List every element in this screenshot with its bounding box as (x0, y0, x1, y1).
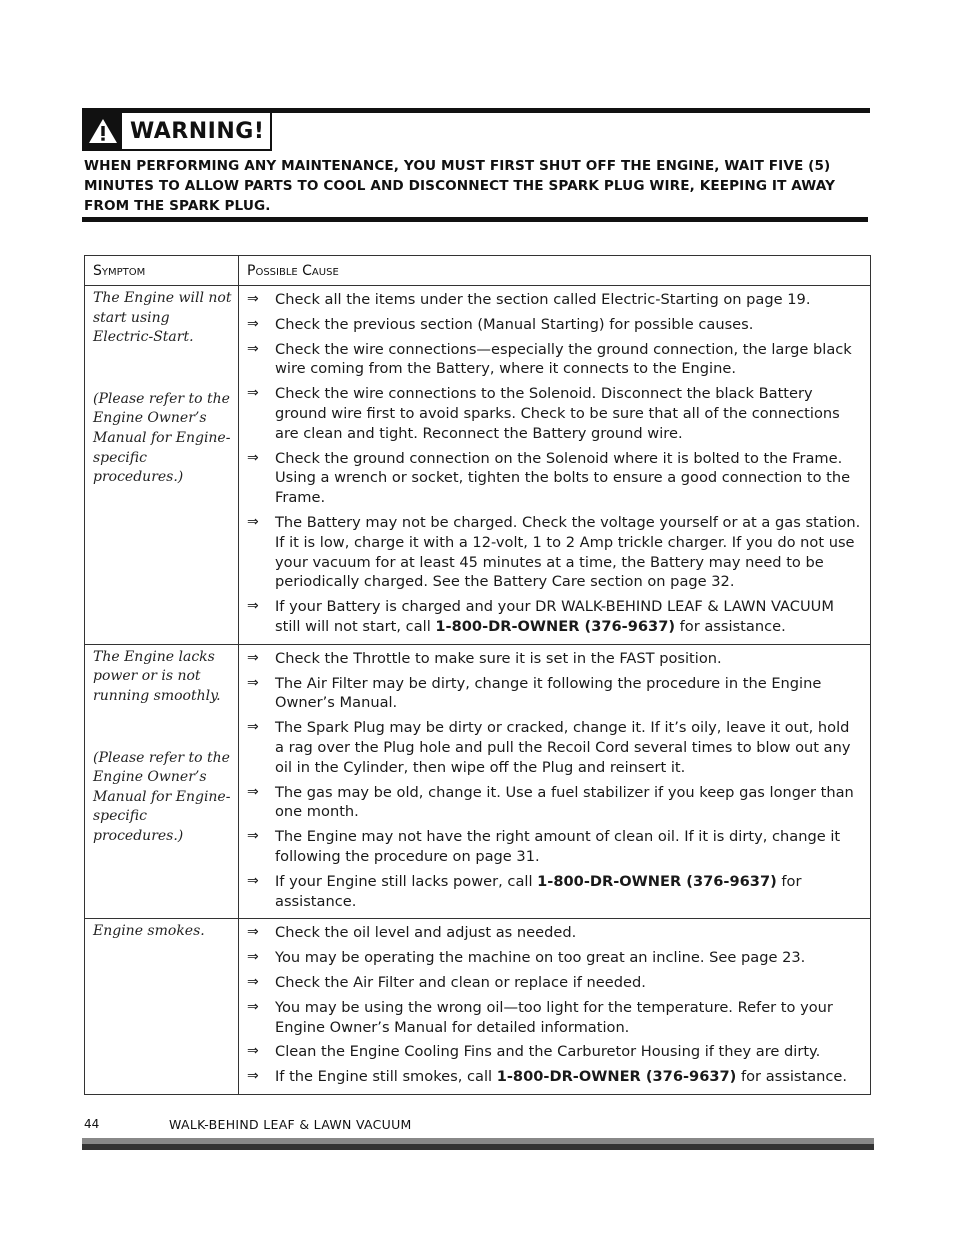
cause-text: Clean the Engine Cooling Fins and the Carburetor Housing if they are dirty. (275, 1043, 821, 1061)
cause-item (247, 998, 862, 1038)
symptom-text: Engine smokes. (93, 923, 205, 940)
cause-item (247, 872, 862, 912)
arrow-icon: ⇒ (247, 385, 259, 402)
symptom-header: Symptom (85, 256, 239, 286)
arrow-icon: ⇒ (247, 513, 259, 530)
warning-text: WHEN PERFORMING ANY MAINTENANCE, YOU MUST FIRST SHUT OFF THE ENGINE, WAIT FIVE (5) MINUTES TO ALLOW PARTS TO COOL AND DISCONNECT THE SPARK PLUG WIRE, KEEPING IT AWAY FROM THE SPARK PLUG. (84, 158, 836, 214)
cause-item (247, 948, 862, 968)
cause-text: Check the wire connections to the Solenoid. Disconnect the black Battery ground wire first to avoid sparks. Check to be sure that all of the connections are clean and tight. Reconnect the Battery ground wire. (275, 385, 840, 442)
table-row (85, 286, 871, 645)
cause-cell (239, 286, 871, 645)
symptom-note: (Please refer to the Engine Owner’s Manual for Engine-specific procedures.) (93, 390, 231, 486)
possible-cause-header: Possible Cause (239, 256, 871, 286)
warning-bottom-rule (82, 217, 868, 222)
symptom-note: (Please refer to the Engine Owner’s Manual for Engine-specific procedures.) (93, 749, 231, 844)
cause-text: Check the Throttle to make sure it is set in the FAST position. (275, 649, 722, 667)
cause-text-lead: If your Battery is charged and your DR WALK-BEHIND LEAF & LAWN VACUUM still will not start, call (275, 598, 834, 635)
arrow-icon: ⇒ (247, 924, 259, 941)
warning-triangle-icon (84, 113, 122, 149)
arrow-icon: ⇒ (247, 828, 259, 845)
arrow-icon: ⇒ (247, 949, 259, 966)
cause-item (247, 783, 862, 823)
arrow-icon: ⇒ (247, 1043, 259, 1060)
cause-item (247, 597, 862, 637)
arrow-icon: ⇒ (247, 783, 259, 800)
phone-number: 1-800-DR-OWNER (376-9637) (496, 1068, 737, 1086)
arrow-icon: ⇒ (247, 719, 259, 736)
table-header-row (85, 256, 871, 286)
arrow-icon: ⇒ (247, 315, 259, 332)
cause-text-tail: for assistance. (675, 617, 786, 635)
cause-text: Check the oil level and adjust as needed. (275, 924, 577, 942)
arrow-icon: ⇒ (247, 973, 259, 990)
cause-text-lead: If the Engine still smokes, call (275, 1068, 497, 1086)
cause-item (247, 449, 862, 508)
cause-cell (239, 644, 871, 919)
warning-title: WARNING! (130, 118, 265, 144)
cause-text-lead: If your Engine still lacks power, call (275, 872, 538, 890)
symptom-cell (85, 286, 239, 645)
cause-text: Check the Air Filter and clean or replace if needed. (275, 973, 646, 991)
table-body (85, 286, 871, 1095)
cause-text: The Spark Plug may be dirty or cracked, change it. If it’s oily, leave it out, hold a rag over the Plug hole and pull the Recoil Cord several times to blow out any oil in the Cylinder, then wipe off the Plug and reinsert it. (275, 719, 851, 776)
phone-number: 1-800-DR-OWNER (376-9637) (537, 872, 777, 890)
symptom-cell (85, 644, 239, 919)
arrow-icon: ⇒ (247, 291, 259, 307)
arrow-icon: ⇒ (247, 998, 259, 1015)
cause-text: The Engine may not have the right amount of clean oil. If it is dirty, change it following the procedure on page 31. (275, 828, 841, 865)
cause-text: The Battery may not be charged. Check the voltage yourself or at a gas station. If it is low, charge it with a 12-volt, 1 to 2 Amp trickle charger. If you do not use your vacuum for at least 45 minutes at a time, the Battery may need to be periodically charged. See the Battery Care section on page 32. (275, 513, 861, 591)
arrow-icon: ⇒ (247, 449, 259, 466)
cause-item (247, 718, 862, 777)
table-row (85, 919, 871, 1095)
cause-text: The Air Filter may be dirty, change it following the procedure in the Engine Owner’s Manual. (275, 674, 822, 712)
cause-text (275, 872, 862, 912)
cause-item (247, 827, 862, 867)
page-number: 44 (84, 1117, 100, 1131)
cause-text: The gas may be old, change it. Use a fuel stabilizer if you keep gas longer than one month. (275, 783, 854, 821)
cause-item (247, 384, 862, 443)
table-row (85, 644, 871, 919)
cause-item (247, 340, 862, 380)
cause-text-tail: for assistance. (736, 1068, 848, 1086)
cause-text (275, 1067, 862, 1087)
cause-text: You may be using the wrong oil—too light for the temperature. Refer to your Engine Owner’s Manual for detailed information. (275, 998, 833, 1036)
cause-text: Check the ground connection on the Solenoid where it is bolted to the Frame. Using a wrench or socket, tighten the bolts to ensure a good connection to the Frame. (275, 449, 851, 507)
cause-text-tail: for assistance. (275, 872, 802, 910)
phone-number: 1-800-DR-OWNER (376-9637) (435, 617, 676, 635)
symptom-text: The Engine will not start using Electric-Start. (93, 290, 232, 346)
arrow-icon: ⇒ (247, 598, 259, 615)
cause-item (247, 290, 862, 310)
cause-item (247, 649, 862, 669)
warning-banner (82, 113, 272, 151)
cause-cell (239, 919, 871, 1095)
cause-text: You may be operating the machine on too great an incline. See page 23. (275, 949, 806, 967)
cause-item (247, 1042, 862, 1062)
symptom-cell (85, 919, 239, 1095)
cause-item (247, 1067, 862, 1087)
cause-item (247, 674, 862, 714)
arrow-icon: ⇒ (247, 340, 259, 357)
arrow-icon: ⇒ (247, 872, 259, 889)
cause-item (247, 973, 862, 993)
arrow-icon: ⇒ (247, 1068, 259, 1085)
cause-text: Check all the items under the section called Electric-Starting on page 19. (275, 291, 811, 308)
cause-item (247, 513, 862, 592)
footer-title: WALK-BEHIND LEAF & LAWN VACUUM (169, 1117, 412, 1132)
arrow-icon: ⇒ (247, 649, 259, 666)
arrow-icon: ⇒ (247, 674, 259, 691)
footer-rule-dark (82, 1144, 874, 1150)
cause-text: Check the previous section (Manual Starting) for possible causes. (275, 315, 754, 333)
cause-item (247, 923, 862, 943)
cause-text: Check the wire connections—especially the ground connection, the large black wire coming from the Battery, where it connects to the Engine. (275, 340, 852, 378)
symptom-text: The Engine lacks power or is not running smoothly. (93, 648, 221, 704)
troubleshooting-table (84, 255, 871, 1095)
cause-item (247, 315, 862, 335)
cause-text (275, 597, 862, 637)
